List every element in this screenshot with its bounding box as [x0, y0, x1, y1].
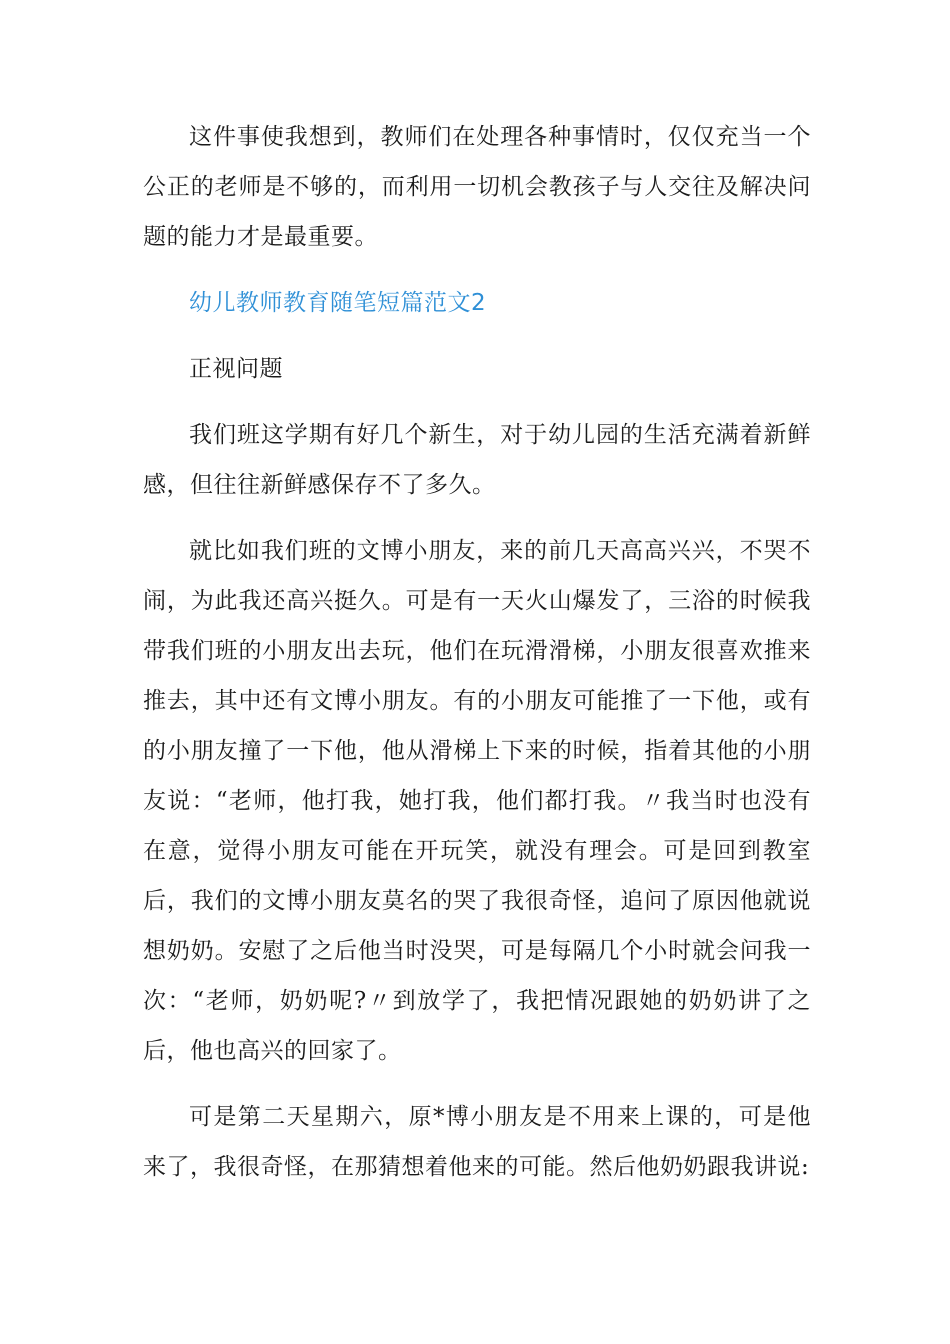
- paragraph: 这件事使我想到，教师们在处理各种事情时，仅仅充当一个公正的老师是不够的，而利用一切机会教孩子与人交往及解决问题的能力才是最重要。: [143, 124, 811, 250]
- section-subtitle: 正视问题: [189, 356, 283, 382]
- paragraph: 可是第二天星期六，原*博小朋友是不用来上课的，可是他来了，我很奇怪，在那猜想着他来的可能。然后他奶奶跟我讲说:: [143, 1104, 811, 1180]
- section-heading: 幼儿教师教育随笔短篇范文2: [189, 290, 487, 316]
- document-body: [143, 112, 811, 1192]
- paragraph: 就比如我们班的文博小朋友，来的前几天高高兴兴，不哭不闹，为此我还高兴挺久。可是有一天火山爆发了，三浴的时候我带我们班的小朋友出去玩，他们在玩滑滑梯，小朋友很喜欢推来推去，其中还有文博小朋友。有的小朋友可能推了一下他，或有的小朋友撞了一下他，他从滑梯上下来的时候，指着其他的小朋友说：“老师，他打我，她打我，他们都打我。〃我当时也没有在意，觉得小朋友可能在开玩笑，就没有理会。可是回到教室后，我们的文博小朋友莫名的哭了我很奇怪，追问了原因他就说想奶奶。安慰了之后他当时没哭，可是每隔几个小时就会问我一次：“老师，奶奶呢?〃到放学了，我把情况跟她的奶奶讲了之后，他也高兴的回家了。: [143, 538, 811, 1064]
- paragraph: 我们班这学期有好几个新生，对于幼儿园的生活充满着新鲜感，但往往新鲜感保存不了多久。: [143, 422, 811, 498]
